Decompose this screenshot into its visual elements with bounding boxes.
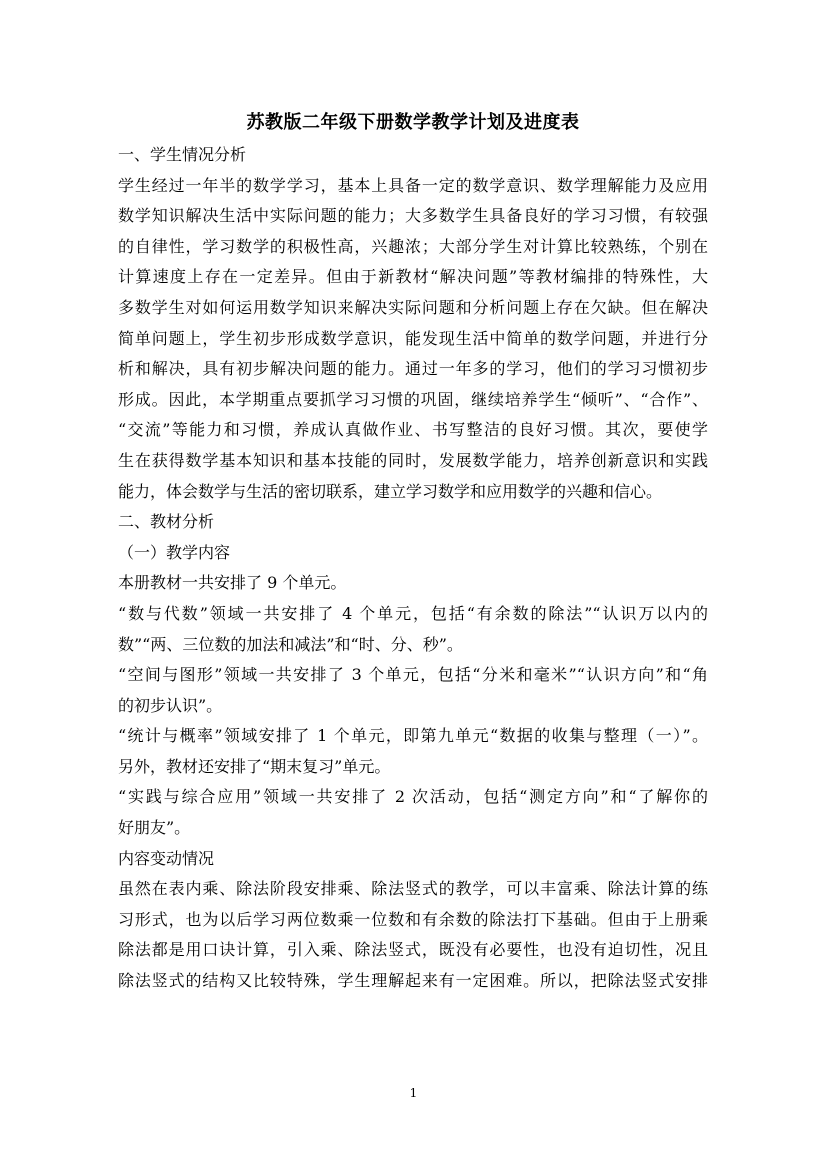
paragraph-line: 数学知识解决生活中实际问题的能力；大多数学生具备良好的学习习惯，有较强 (118, 206, 708, 226)
paragraph-line: “空间与图形”领域一共安排了 3 个单元，包括“分米和毫米”“认识方向”和“角 (118, 665, 708, 685)
paragraph-line: 另外，教材还安排了“期末复习”单元。 (118, 756, 391, 776)
paragraph-line: 数”“两、三位数的加法和减法”和“时、分、秒”。 (118, 634, 463, 654)
section-heading-student-analysis: 一、学生情况分析 (118, 145, 247, 164)
paragraph-line: 除法都是用口诀计算，引入乘、除法竖式，既没有必要性，也没有迫切性，况且 (118, 940, 708, 960)
paragraph-line: “实践与综合应用”领域一共安排了 2 次活动，包括“测定方向”和“了解你的 (118, 787, 708, 807)
paragraph-line: 虽然在表内乘、除法阶段安排乘、除法竖式的教学，可以丰富乘、除法计算的练 (118, 879, 708, 899)
paragraph-line: 好朋友”。 (118, 818, 191, 838)
paragraph-line: 简单问题上，学生初步形成数学意识，能发现生活中简单的数学问题，并进行分 (118, 328, 708, 348)
paragraph-line: 除法竖式的结构又比较特殊，学生理解起来有一定困难。所以，把除法竖式安排 (118, 971, 708, 991)
paragraph-line: “数与代数”领域一共安排了 4 个单元，包括“有余数的除法”“认识万以内的 (118, 603, 708, 623)
subsection-heading-content-changes: 内容变动情况 (118, 848, 215, 868)
paragraph-line: 形成。因此，本学期重点要抓学习习惯的巩固，继续培养学生“倾听”、“合作”、 (118, 389, 708, 409)
paragraph-line: 习形式，也为以后学习两位数乘一位数和有余数的除法打下基础。但由于上册乘 (118, 909, 708, 929)
subsection-heading-teaching-content: （一）教学内容 (118, 542, 231, 562)
paragraph-line: 的自律性，学习数学的积极性高，兴趣浓；大部分学生对计算比较熟练，个别在 (118, 236, 708, 256)
paragraph-line: 析和解决，具有初步解决问题的能力。通过一年多的学习，他们的学习习惯初步 (118, 359, 708, 379)
paragraph-line: “统计与概率”领域安排了 1 个单元，即第九单元“数据的收集与整理（一）”。 (118, 726, 708, 746)
section-heading-textbook-analysis: 二、教材分析 (118, 512, 215, 532)
document-title: 苏教版二年级下册数学教学计划及进度表 (246, 112, 580, 133)
page-number: 1 (409, 1086, 418, 1100)
paragraph-line: 学生经过一年半的数学学习，基本上具备一定的数学意识、数学理解能力及应用 (118, 175, 708, 195)
paragraph-line: 的初步认识”。 (118, 695, 223, 715)
paragraph-line: 多数学生对如何运用数学知识来解决实际问题和分析问题上存在欠缺。但在解决 (118, 297, 708, 317)
paragraph-line: 本册教材一共安排了 9 个单元。 (118, 573, 347, 593)
paragraph-line: 能力，体会数学与生活的密切联系，建立学习数学和应用数学的兴趣和信心。 (118, 481, 663, 501)
paragraph-line: 生在获得数学基本知识和基本技能的同时，发展数学能力，培养创新意识和实践 (118, 450, 708, 470)
paragraph-line: 计算速度上存在一定差异。但由于新教材“解决问题”等教材编排的特殊性，大 (118, 267, 708, 287)
paragraph-line: “交流”等能力和习惯，养成认真做作业、书写整洁的良好习惯。其次，要使学 (118, 420, 708, 440)
document-body (118, 108, 708, 997)
